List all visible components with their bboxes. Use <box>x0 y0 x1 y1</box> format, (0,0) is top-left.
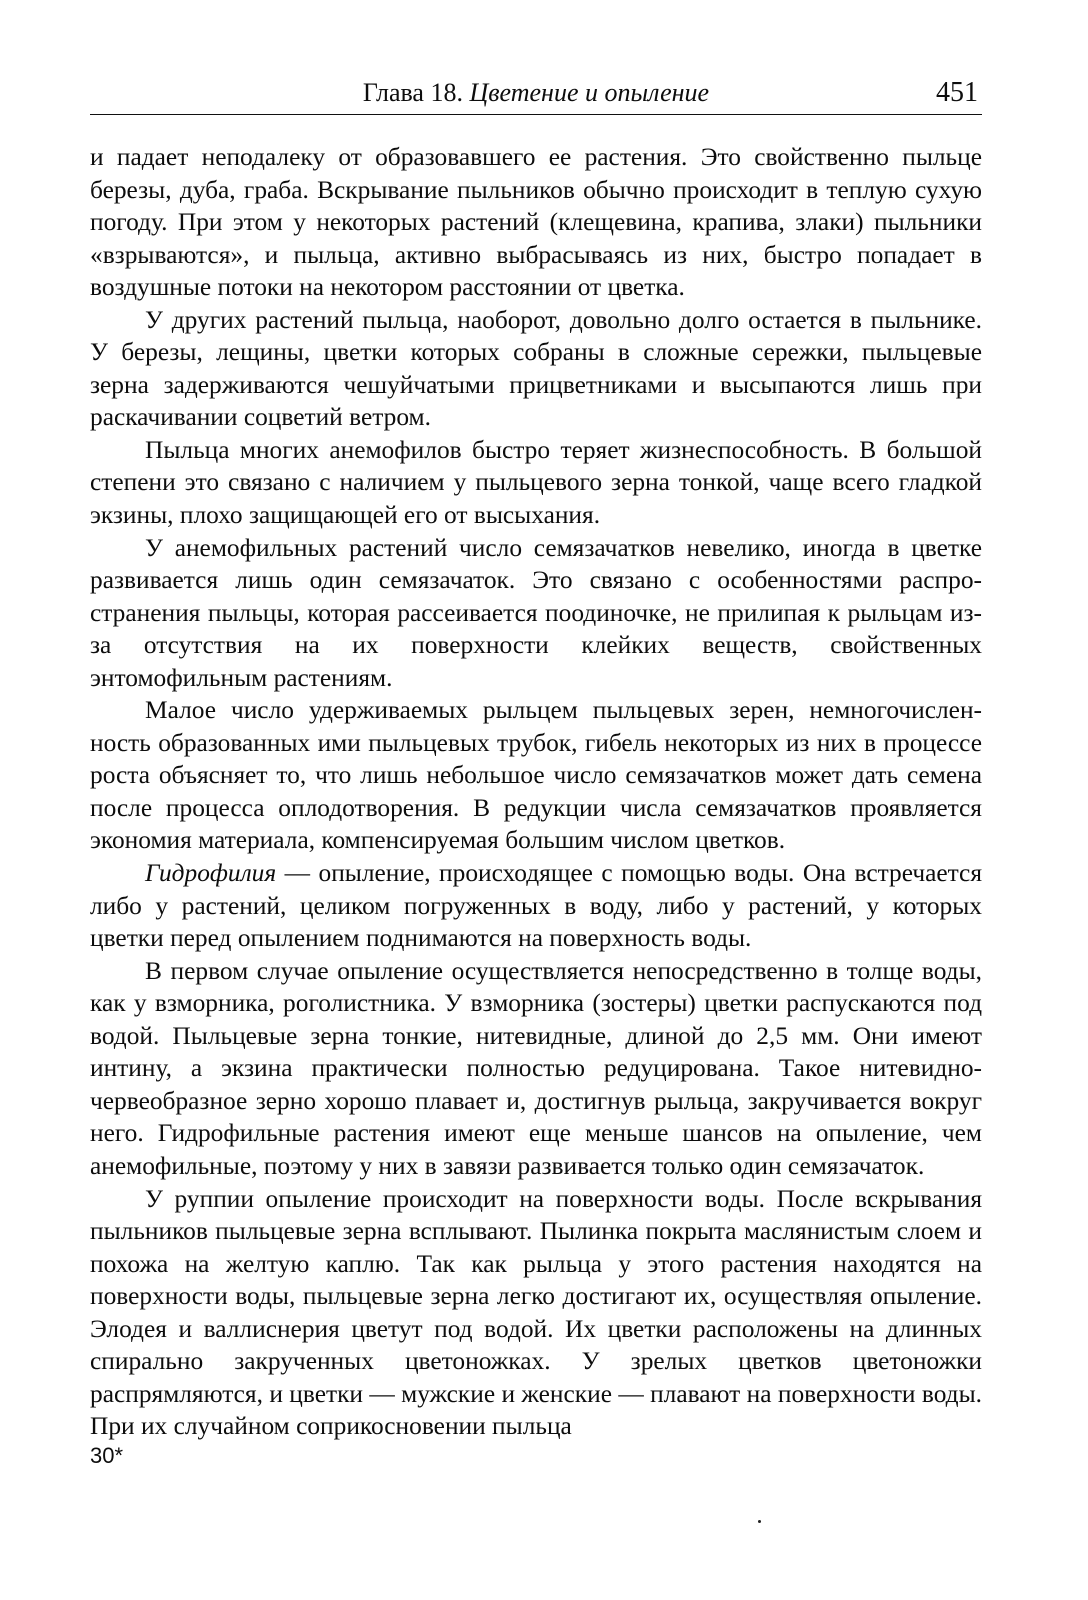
printer-signature-mark: 30* <box>90 1443 124 1468</box>
paragraph <box>90 434 982 532</box>
paragraph <box>90 955 982 1183</box>
paragraph-text: В первом случае опыление осуществляется непосредственно в толще воды, как у взморника, роголистника. У взморника (зостеры) цветки распускаются под водой. Пыльцевые зерна тонкие, нитевидные, длиной до 2,5 мм. Они имеют интину, а экзина практически полностью редуцирована. Такое нитевидно-червеобразное зерно хорошо плавает и, достигнув рыльца, закручивается вокруг него. Гидрофильные растения имеют еще меньше шансов на опыление, чем анемофильные, поэтому у них в завязи развивается только один семязачаток. <box>90 956 982 1180</box>
paragraph-text: — опыление, происходящее с помощью воды. Она встречается либо у растений, целиком погруженных в воду, либо у растений, у которых цветки перед опылением поднимаются на поверхность воды. <box>90 859 982 953</box>
paragraph-text: Малое число удерживаемых рыльцем пыльцевых зерен, немногочисленность образованных ими пыльцевых трубок, гибель некоторых из них в процессе роста объясняет то, что лишь небольшое число семязачатков может дать семена после процесса оплодотворения. В редукции числа семязачатков проявляется экономия материала, компенсируемая большим числом цветков. <box>90 696 982 855</box>
scan-speck <box>758 1520 761 1523</box>
paragraph-text: У руппии опыление происходит на поверхности воды. После вскрывания пыльников пыльцевые зерна всплывают. Пылинка покрыта маслянистым слоем и похожа на желтую каплю. Так как рыльца у этого растения находятся на поверхности воды, пыльцевые зерна легко достигают их, осуществляя опыление. Элодея и валлиснерия цветут под водой. Их цветки расположены на длинных спирально закрученных цветоножках. У зрелых цветков цветоножки распрямляются, и цветки — мужские и женские — плавают на поверхности воды. При их случайном соприкосновении пыльца <box>90 1184 982 1441</box>
chapter-title: Цветение и опыление <box>469 78 710 107</box>
running-header <box>90 74 982 115</box>
paragraph <box>90 857 982 955</box>
paragraph <box>90 1183 982 1443</box>
paragraph <box>90 532 982 695</box>
paragraph-text: и падает неподалеку от образовавшего ее растения. Это свойственно пыльце березы, дуба, граба. Вскрывание пыльников обычно происходит в теплую сухую погоду. При этом у некоторых растений (клещевина, крапива, злаки) пыльники «взрываются», и пыльца, активно выбрасываясь из них, быстро попадает в воздушные потоки на некотором расстоянии от цветка. <box>90 143 982 302</box>
defined-term: Гидрофилия <box>145 859 277 888</box>
header-title <box>90 76 982 110</box>
paragraph <box>90 694 982 857</box>
paragraph-text: Пыльца многих анемофилов быстро теряет жизнеспособность. В большой степени это связано с наличием у пыльцевого зерна тонкой, чаще всего гладкой экзины, плохо защищающей его от высыхания. <box>90 435 982 530</box>
paragraph-text: У анемофильных растений число семязачатков невелико, иногда в цветке развивается лишь один семязачаток. Это связано с особенностями распространения пыльцы, которая рассеивается поодиночке, не прилипая к рыльцам из-за отсутствия на их поверхности клейких веществ, свойственных энтомофильным растениям. <box>90 533 982 692</box>
paragraph <box>90 304 982 434</box>
page-number: 451 <box>936 77 978 108</box>
page-body <box>90 141 982 1443</box>
paragraph-text: У других растений пыльца, наоборот, довольно долго остается в пыльнике. У березы, лещины, цветки которых собраны в сложные сережки, пыльцевые зерна задерживаются чешуйчатыми прицветниками и высыпаются лишь при раскачивании соцветий ветром. <box>90 305 982 432</box>
chapter-number: Глава 18. <box>362 78 463 107</box>
paragraph <box>90 141 982 304</box>
